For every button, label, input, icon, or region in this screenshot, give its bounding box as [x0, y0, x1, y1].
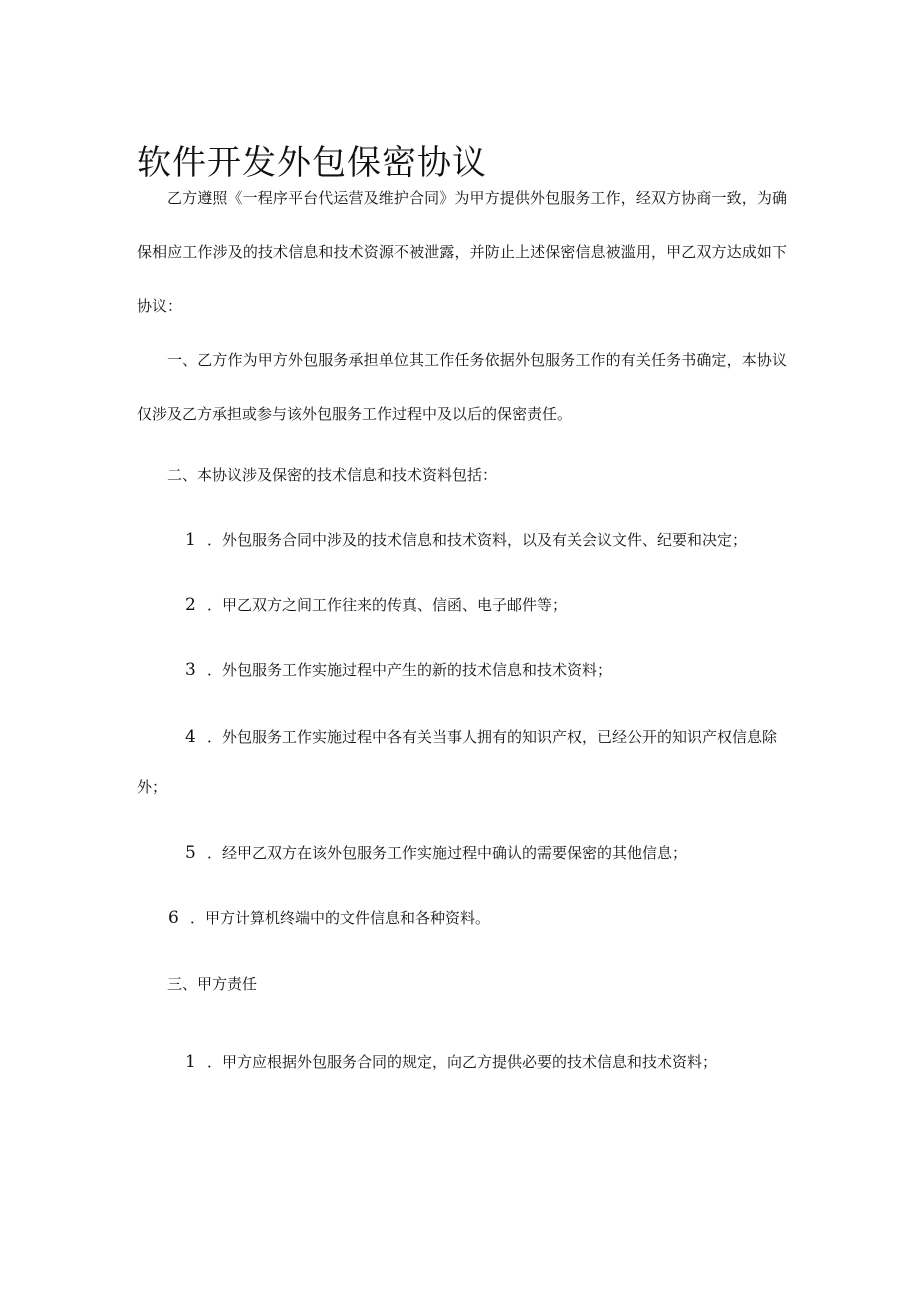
- item-text: ．甲方计算机终端中的文件信息和各种资料。: [190, 909, 491, 927]
- section-2-item-1: [185, 529, 747, 550]
- item-text: ．甲乙双方之间工作往来的传真、信函、电子邮件等；: [207, 596, 568, 614]
- section-3-heading: 三、甲方责任: [167, 975, 258, 993]
- section-2-item-5: [185, 842, 687, 863]
- intro-paragraph: 乙方遵照《一程序平台代运营及维护合同》为甲方提供外包服务工作，经双方协商一致，为确保相应工作涉及的技术信息和技术资源不被泄露，并防止上述保密信息被滥用，甲乙双方达成如下协议：: [137, 189, 787, 315]
- item-number: 1: [185, 530, 196, 550]
- document-title: 软件开发外包保密协议: [137, 142, 487, 183]
- item-number: 1: [185, 1052, 196, 1072]
- item-number: 3: [185, 660, 196, 680]
- item-number: 2: [185, 595, 196, 615]
- section-2-heading: 二、本协议涉及保密的技术信息和技术资料包括：: [167, 466, 498, 484]
- section-2-item-4-continuation: 外；: [137, 778, 168, 796]
- section-2-item-3: [185, 659, 612, 680]
- item-number: 5: [185, 843, 196, 863]
- item-text: ．外包服务工作实施过程中各有关当事人拥有的知识产权，已经公开的知识产权信息除: [207, 728, 778, 746]
- section-2-item-2: [185, 594, 567, 615]
- section-2-item-6: [168, 907, 490, 928]
- item-text: ．外包服务工作实施过程中产生的新的技术信息和技术资料；: [207, 661, 613, 679]
- item-number: 4: [185, 727, 196, 747]
- item-text: ．甲方应根据外包服务合同的规定，向乙方提供必要的技术信息和技术资料；: [207, 1053, 718, 1071]
- item-text: ．外包服务合同中涉及的技术信息和技术资料，以及有关会议文件、纪要和决定；: [207, 531, 748, 549]
- section-1-paragraph: 一、乙方作为甲方外包服务承担单位其工作任务依据外包服务工作的有关任务书确定，本协议仅涉及乙方承担或参与该外包服务工作过程中及以后的保密责任。: [137, 351, 787, 423]
- item-text: ．经甲乙双方在该外包服务工作实施过程中确认的需要保密的其他信息；: [207, 844, 688, 862]
- section-2-item-4: [185, 726, 777, 747]
- section-3-item-1: [185, 1051, 717, 1072]
- item-number: 6: [168, 908, 179, 928]
